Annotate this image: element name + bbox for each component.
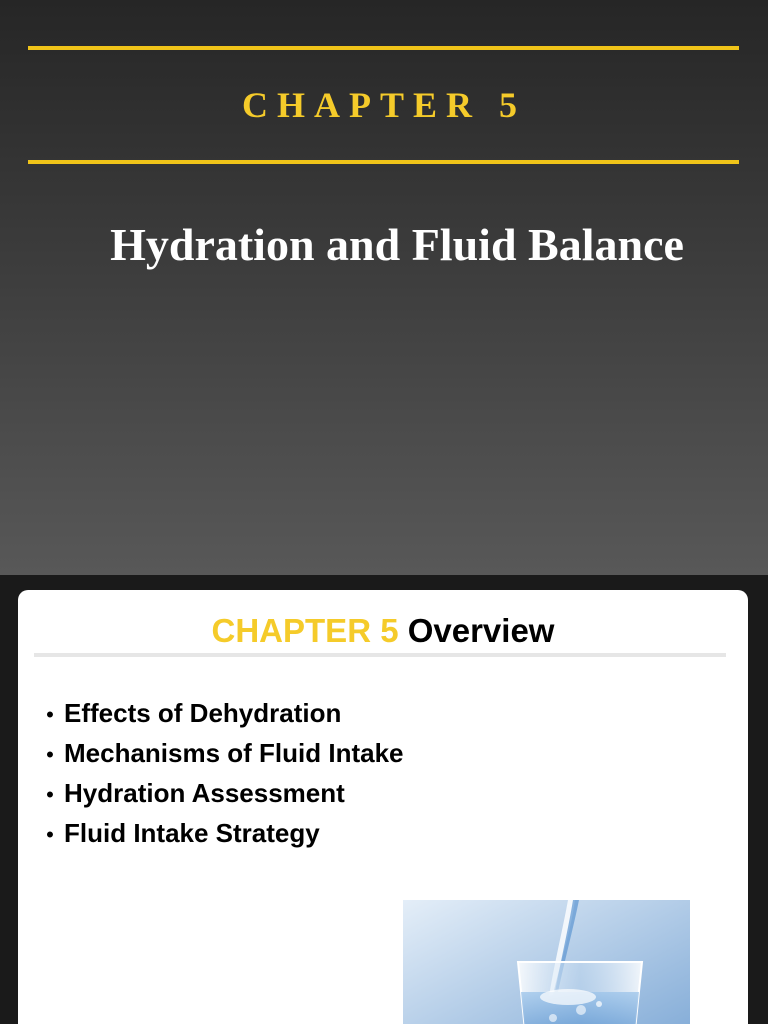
bullet-text: Hydration Assessment (64, 778, 345, 808)
bullet-text: Fluid Intake Strategy (64, 818, 320, 848)
list-item (36, 694, 404, 734)
bullet-text: Mechanisms of Fluid Intake (64, 738, 404, 768)
bullet-dot-icon: • (46, 782, 54, 807)
bullet-text: Effects of Dehydration (64, 698, 342, 728)
top-gold-rule (28, 46, 739, 50)
overview-slide (18, 590, 748, 1024)
heading-divider (34, 653, 726, 657)
list-item (36, 774, 404, 814)
heading-chapter-label: CHAPTER 5 (211, 612, 399, 649)
heading-overview-label: Overview (407, 612, 555, 649)
water-glass-icon (403, 900, 690, 1024)
list-item (36, 814, 404, 854)
bottom-gold-rule (28, 160, 739, 164)
bullet-dot-icon: • (46, 702, 54, 727)
list-item (36, 734, 404, 774)
bullet-dot-icon: • (46, 742, 54, 767)
slide-title: Hydration and Fluid Balance (110, 219, 684, 270)
chapter-label: CHAPTER 5 (241, 85, 526, 125)
overview-heading (18, 612, 748, 650)
overview-bullet-list (36, 694, 404, 854)
bullet-dot-icon: • (46, 822, 54, 847)
water-glass-photo (403, 900, 690, 1024)
